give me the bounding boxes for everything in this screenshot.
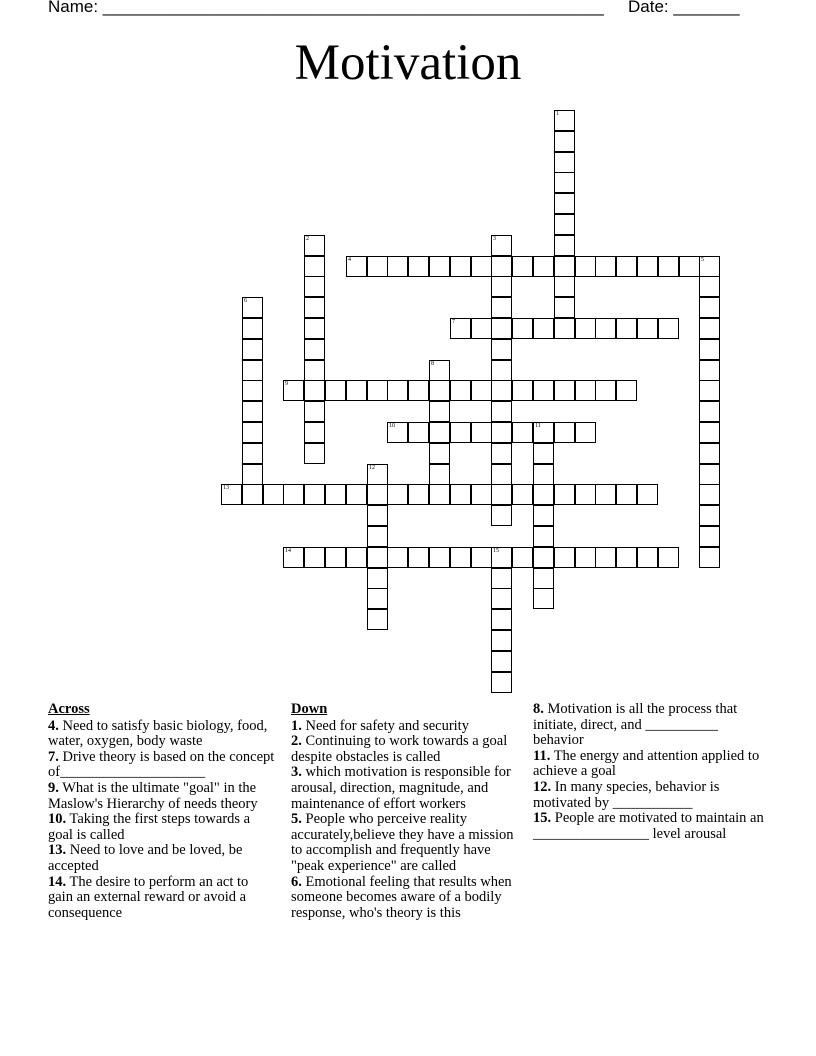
clue-number: 12 <box>369 465 375 471</box>
grid-cell[interactable] <box>595 256 616 277</box>
across-clue-7: 7. Drive theory is based on the concept of____________________ <box>48 748 275 781</box>
clue-number: 13 <box>223 485 229 491</box>
grid-cell[interactable] <box>387 422 408 443</box>
grid-cell[interactable] <box>699 526 720 547</box>
grid-cell[interactable] <box>533 484 554 505</box>
grid-cell[interactable] <box>554 276 575 297</box>
grid-cell[interactable] <box>533 422 554 443</box>
grid-cell[interactable] <box>554 318 575 339</box>
grid-cell[interactable] <box>304 360 325 381</box>
grid-cell[interactable] <box>512 318 533 339</box>
grid-cell[interactable] <box>637 484 658 505</box>
grid-cell[interactable] <box>616 318 637 339</box>
grid-cell[interactable] <box>533 380 554 401</box>
clue-number: 15 <box>493 548 499 554</box>
grid-cell[interactable] <box>429 464 450 485</box>
grid-cell[interactable] <box>429 547 450 568</box>
grid-cell[interactable] <box>367 526 388 547</box>
grid-cell[interactable] <box>533 568 554 589</box>
grid-cell[interactable] <box>491 630 512 651</box>
down-clues-column-1 <box>291 702 522 921</box>
grid-cell[interactable] <box>304 547 325 568</box>
grid-cell[interactable] <box>471 422 492 443</box>
grid-cell[interactable] <box>242 339 263 360</box>
clue-number: 9 <box>285 381 288 387</box>
grid-cell[interactable] <box>699 401 720 422</box>
grid-cell[interactable] <box>512 547 533 568</box>
grid-cell[interactable] <box>637 256 658 277</box>
grid-cell[interactable] <box>637 318 658 339</box>
grid-cell[interactable] <box>554 214 575 235</box>
grid-cell[interactable] <box>304 401 325 422</box>
grid-cell[interactable] <box>304 297 325 318</box>
grid-cell[interactable] <box>533 505 554 526</box>
across-clue-10: 10. Taking the first steps towards a goal is called <box>48 811 251 843</box>
grid-cell[interactable] <box>325 380 346 401</box>
clue-number: 5 <box>701 257 704 263</box>
grid-cell[interactable] <box>699 505 720 526</box>
grid-cell[interactable] <box>554 297 575 318</box>
grid-cell[interactable] <box>554 547 575 568</box>
across-clue-9: 9. What is the ultimate "goal" in the Maslow's Hierarchy of needs theory <box>48 779 258 812</box>
grid-cell[interactable] <box>491 464 512 485</box>
grid-cell[interactable] <box>367 505 388 526</box>
across-clue-4: 4. Need to satisfy basic biology, food, water, oxygen, body waste <box>48 717 268 750</box>
grid-cell[interactable] <box>491 672 512 693</box>
grid-cell[interactable] <box>491 651 512 672</box>
grid-cell[interactable] <box>450 318 471 339</box>
grid-cell[interactable] <box>429 360 450 381</box>
grid-cell[interactable] <box>533 464 554 485</box>
grid-cell[interactable] <box>491 609 512 630</box>
clue-number: 10 <box>389 423 395 429</box>
grid-cell[interactable] <box>346 380 367 401</box>
clue-number: 7 <box>452 319 455 325</box>
grid-cell[interactable] <box>429 443 450 464</box>
grid-cell[interactable] <box>450 547 471 568</box>
grid-cell[interactable] <box>491 401 512 422</box>
grid-cell[interactable] <box>408 547 429 568</box>
grid-cell[interactable] <box>471 547 492 568</box>
grid-cell[interactable] <box>699 547 720 568</box>
clue-number: 14 <box>285 548 291 554</box>
grid-cell[interactable] <box>408 484 429 505</box>
grid-cell[interactable] <box>471 380 492 401</box>
grid-cell[interactable] <box>554 131 575 152</box>
down-clue-5: 5. People who perceive reality accurately,believe they have a mission to accomplish and frequently have "peak experience" are called <box>291 811 514 874</box>
grid-cell[interactable] <box>658 547 679 568</box>
down-clue-1: 1. Need for safety and security <box>291 717 469 734</box>
grid-cell[interactable] <box>283 380 304 401</box>
grid-cell[interactable] <box>242 318 263 339</box>
grid-cell[interactable] <box>491 588 512 609</box>
grid-cell[interactable] <box>595 380 616 401</box>
grid-cell[interactable] <box>242 484 263 505</box>
grid-cell[interactable] <box>491 297 512 318</box>
grid-cell[interactable] <box>325 547 346 568</box>
grid-cell[interactable] <box>408 256 429 277</box>
grid-cell[interactable] <box>533 256 554 277</box>
grid-cell[interactable] <box>387 380 408 401</box>
grid-cell[interactable] <box>221 484 242 505</box>
grid-cell[interactable] <box>491 256 512 277</box>
grid-cell[interactable] <box>304 422 325 443</box>
grid-cell[interactable] <box>367 256 388 277</box>
clue-number: 11 <box>535 423 541 429</box>
grid-cell[interactable] <box>367 588 388 609</box>
grid-cell[interactable] <box>554 380 575 401</box>
grid-cell[interactable] <box>491 568 512 589</box>
grid-cell[interactable] <box>491 339 512 360</box>
grid-cell[interactable] <box>242 297 263 318</box>
grid-cell[interactable] <box>346 547 367 568</box>
grid-cell[interactable] <box>450 380 471 401</box>
down-heading: Down <box>291 701 328 717</box>
across-clue-14: 14. The desire to perform an act to gain an external reward or avoid a consequence <box>48 873 249 921</box>
grid-cell[interactable] <box>616 484 637 505</box>
grid-cell[interactable] <box>242 380 263 401</box>
grid-cell[interactable] <box>699 422 720 443</box>
grid-cell[interactable] <box>283 484 304 505</box>
grid-cell[interactable] <box>491 422 512 443</box>
grid-cell[interactable] <box>575 484 596 505</box>
grid-cell[interactable] <box>512 256 533 277</box>
clue-number: 6 <box>244 298 247 304</box>
grid-cell[interactable] <box>699 360 720 381</box>
grid-cell[interactable] <box>575 318 596 339</box>
grid-cell[interactable] <box>387 547 408 568</box>
grid-cell[interactable] <box>658 318 679 339</box>
grid-cell[interactable] <box>283 547 304 568</box>
grid-cell[interactable] <box>512 380 533 401</box>
date-field-label: Date: _______ <box>628 0 740 16</box>
grid-cell[interactable] <box>575 422 596 443</box>
grid-cell[interactable] <box>616 380 637 401</box>
grid-cell[interactable] <box>512 484 533 505</box>
down-clue-6: 6. Emotional feeling that results when someone becomes aware of a bodily response, who's theory is this <box>291 873 512 921</box>
grid-cell[interactable] <box>471 256 492 277</box>
grid-cell[interactable] <box>575 547 596 568</box>
grid-cell[interactable] <box>491 380 512 401</box>
grid-cell[interactable] <box>242 464 263 485</box>
grid-cell[interactable] <box>242 422 263 443</box>
grid-cell[interactable] <box>491 235 512 256</box>
grid-cell[interactable] <box>554 422 575 443</box>
grid-cell[interactable] <box>471 484 492 505</box>
grid-cell[interactable] <box>304 318 325 339</box>
clue-number: 8 <box>431 361 434 367</box>
down-clue-15: 15. People are motivated to maintain an ________________ level arousal <box>533 810 764 842</box>
grid-cell[interactable] <box>595 547 616 568</box>
grid-cell[interactable] <box>429 401 450 422</box>
grid-cell[interactable] <box>616 547 637 568</box>
grid-cell[interactable] <box>429 422 450 443</box>
grid-cell[interactable] <box>533 547 554 568</box>
grid-cell[interactable] <box>450 422 471 443</box>
grid-cell[interactable] <box>450 484 471 505</box>
grid-cell[interactable] <box>699 380 720 401</box>
grid-cell[interactable] <box>242 401 263 422</box>
across-clues <box>48 702 276 921</box>
grid-cell[interactable] <box>554 235 575 256</box>
grid-cell[interactable] <box>658 256 679 277</box>
down-clues-column-2 <box>533 702 767 842</box>
grid-cell[interactable] <box>367 609 388 630</box>
grid-cell[interactable] <box>533 526 554 547</box>
clue-number: 1 <box>556 111 559 117</box>
grid-cell[interactable] <box>242 360 263 381</box>
grid-cell[interactable] <box>367 380 388 401</box>
grid-cell[interactable] <box>346 256 367 277</box>
grid-cell[interactable] <box>679 256 700 277</box>
across-heading: Across <box>48 701 90 717</box>
grid-cell[interactable] <box>491 318 512 339</box>
across-clue-13: 13. Need to love and be loved, be accepted <box>48 842 243 874</box>
grid-cell[interactable] <box>616 256 637 277</box>
grid-cell[interactable] <box>533 318 554 339</box>
grid-cell[interactable] <box>367 464 388 485</box>
down-clue-12: 12. In many species, behavior is motivated by ___________ <box>533 778 720 811</box>
grid-cell[interactable] <box>554 484 575 505</box>
grid-cell[interactable] <box>304 484 325 505</box>
down-clue-11: 11. The energy and attention applied to achieve a goal <box>533 747 760 780</box>
grid-cell[interactable] <box>263 484 284 505</box>
grid-cell[interactable] <box>554 152 575 173</box>
grid-cell[interactable] <box>533 588 554 609</box>
grid-cell[interactable] <box>595 484 616 505</box>
grid-cell[interactable] <box>304 380 325 401</box>
grid-cell[interactable] <box>699 464 720 485</box>
puzzle-title: Motivation <box>294 35 522 91</box>
grid-cell[interactable] <box>367 484 388 505</box>
down-clue-8: 8. Motivation is all the process that initiate, direct, and __________ behavior <box>533 701 738 749</box>
grid-cell[interactable] <box>304 443 325 464</box>
down-clue-2: 2. Continuing to work towards a goal despite obstacles is called <box>291 733 508 765</box>
grid-cell[interactable] <box>491 484 512 505</box>
grid-cell[interactable] <box>575 380 596 401</box>
grid-cell[interactable] <box>346 484 367 505</box>
grid-cell[interactable] <box>367 568 388 589</box>
clue-number: 2 <box>306 236 309 242</box>
grid-cell[interactable] <box>699 443 720 464</box>
grid-cell[interactable] <box>450 256 471 277</box>
grid-cell[interactable] <box>512 422 533 443</box>
grid-cell[interactable] <box>491 505 512 526</box>
grid-cell[interactable] <box>491 360 512 381</box>
grid-cell[interactable] <box>533 443 554 464</box>
grid-cell[interactable] <box>408 380 429 401</box>
grid-cell[interactable] <box>408 422 429 443</box>
clue-number: 4 <box>348 257 351 263</box>
grid-cell[interactable] <box>367 547 388 568</box>
grid-cell[interactable] <box>471 318 492 339</box>
grid-cell[interactable] <box>429 380 450 401</box>
grid-cell[interactable] <box>699 276 720 297</box>
grid-cell[interactable] <box>491 547 512 568</box>
grid-cell[interactable] <box>304 256 325 277</box>
grid-cell[interactable] <box>554 172 575 193</box>
grid-cell[interactable] <box>429 256 450 277</box>
grid-cell[interactable] <box>554 256 575 277</box>
grid-cell[interactable] <box>304 276 325 297</box>
grid-cell[interactable] <box>304 339 325 360</box>
grid-cell[interactable] <box>595 318 616 339</box>
grid-cell[interactable] <box>387 484 408 505</box>
grid-cell[interactable] <box>699 256 720 277</box>
grid-cell[interactable] <box>699 297 720 318</box>
grid-cell[interactable] <box>575 256 596 277</box>
grid-cell[interactable] <box>699 484 720 505</box>
grid-cell[interactable] <box>554 110 575 131</box>
down-clue-3: 3. which motivation is responsible for arousal, direction, magnitude, and maintenance of effort workers <box>291 764 511 812</box>
grid-cell[interactable] <box>325 484 346 505</box>
grid-cell[interactable] <box>491 276 512 297</box>
grid-cell[interactable] <box>554 193 575 214</box>
grid-cell[interactable] <box>699 318 720 339</box>
grid-cell[interactable] <box>429 484 450 505</box>
clue-number: 3 <box>493 236 496 242</box>
name-field-label: Name: _____________________________________________________ <box>48 0 604 16</box>
grid-cell[interactable] <box>304 235 325 256</box>
grid-cell[interactable] <box>242 443 263 464</box>
grid-cell[interactable] <box>491 443 512 464</box>
grid-cell[interactable] <box>699 339 720 360</box>
grid-cell[interactable] <box>637 547 658 568</box>
grid-cell[interactable] <box>387 256 408 277</box>
